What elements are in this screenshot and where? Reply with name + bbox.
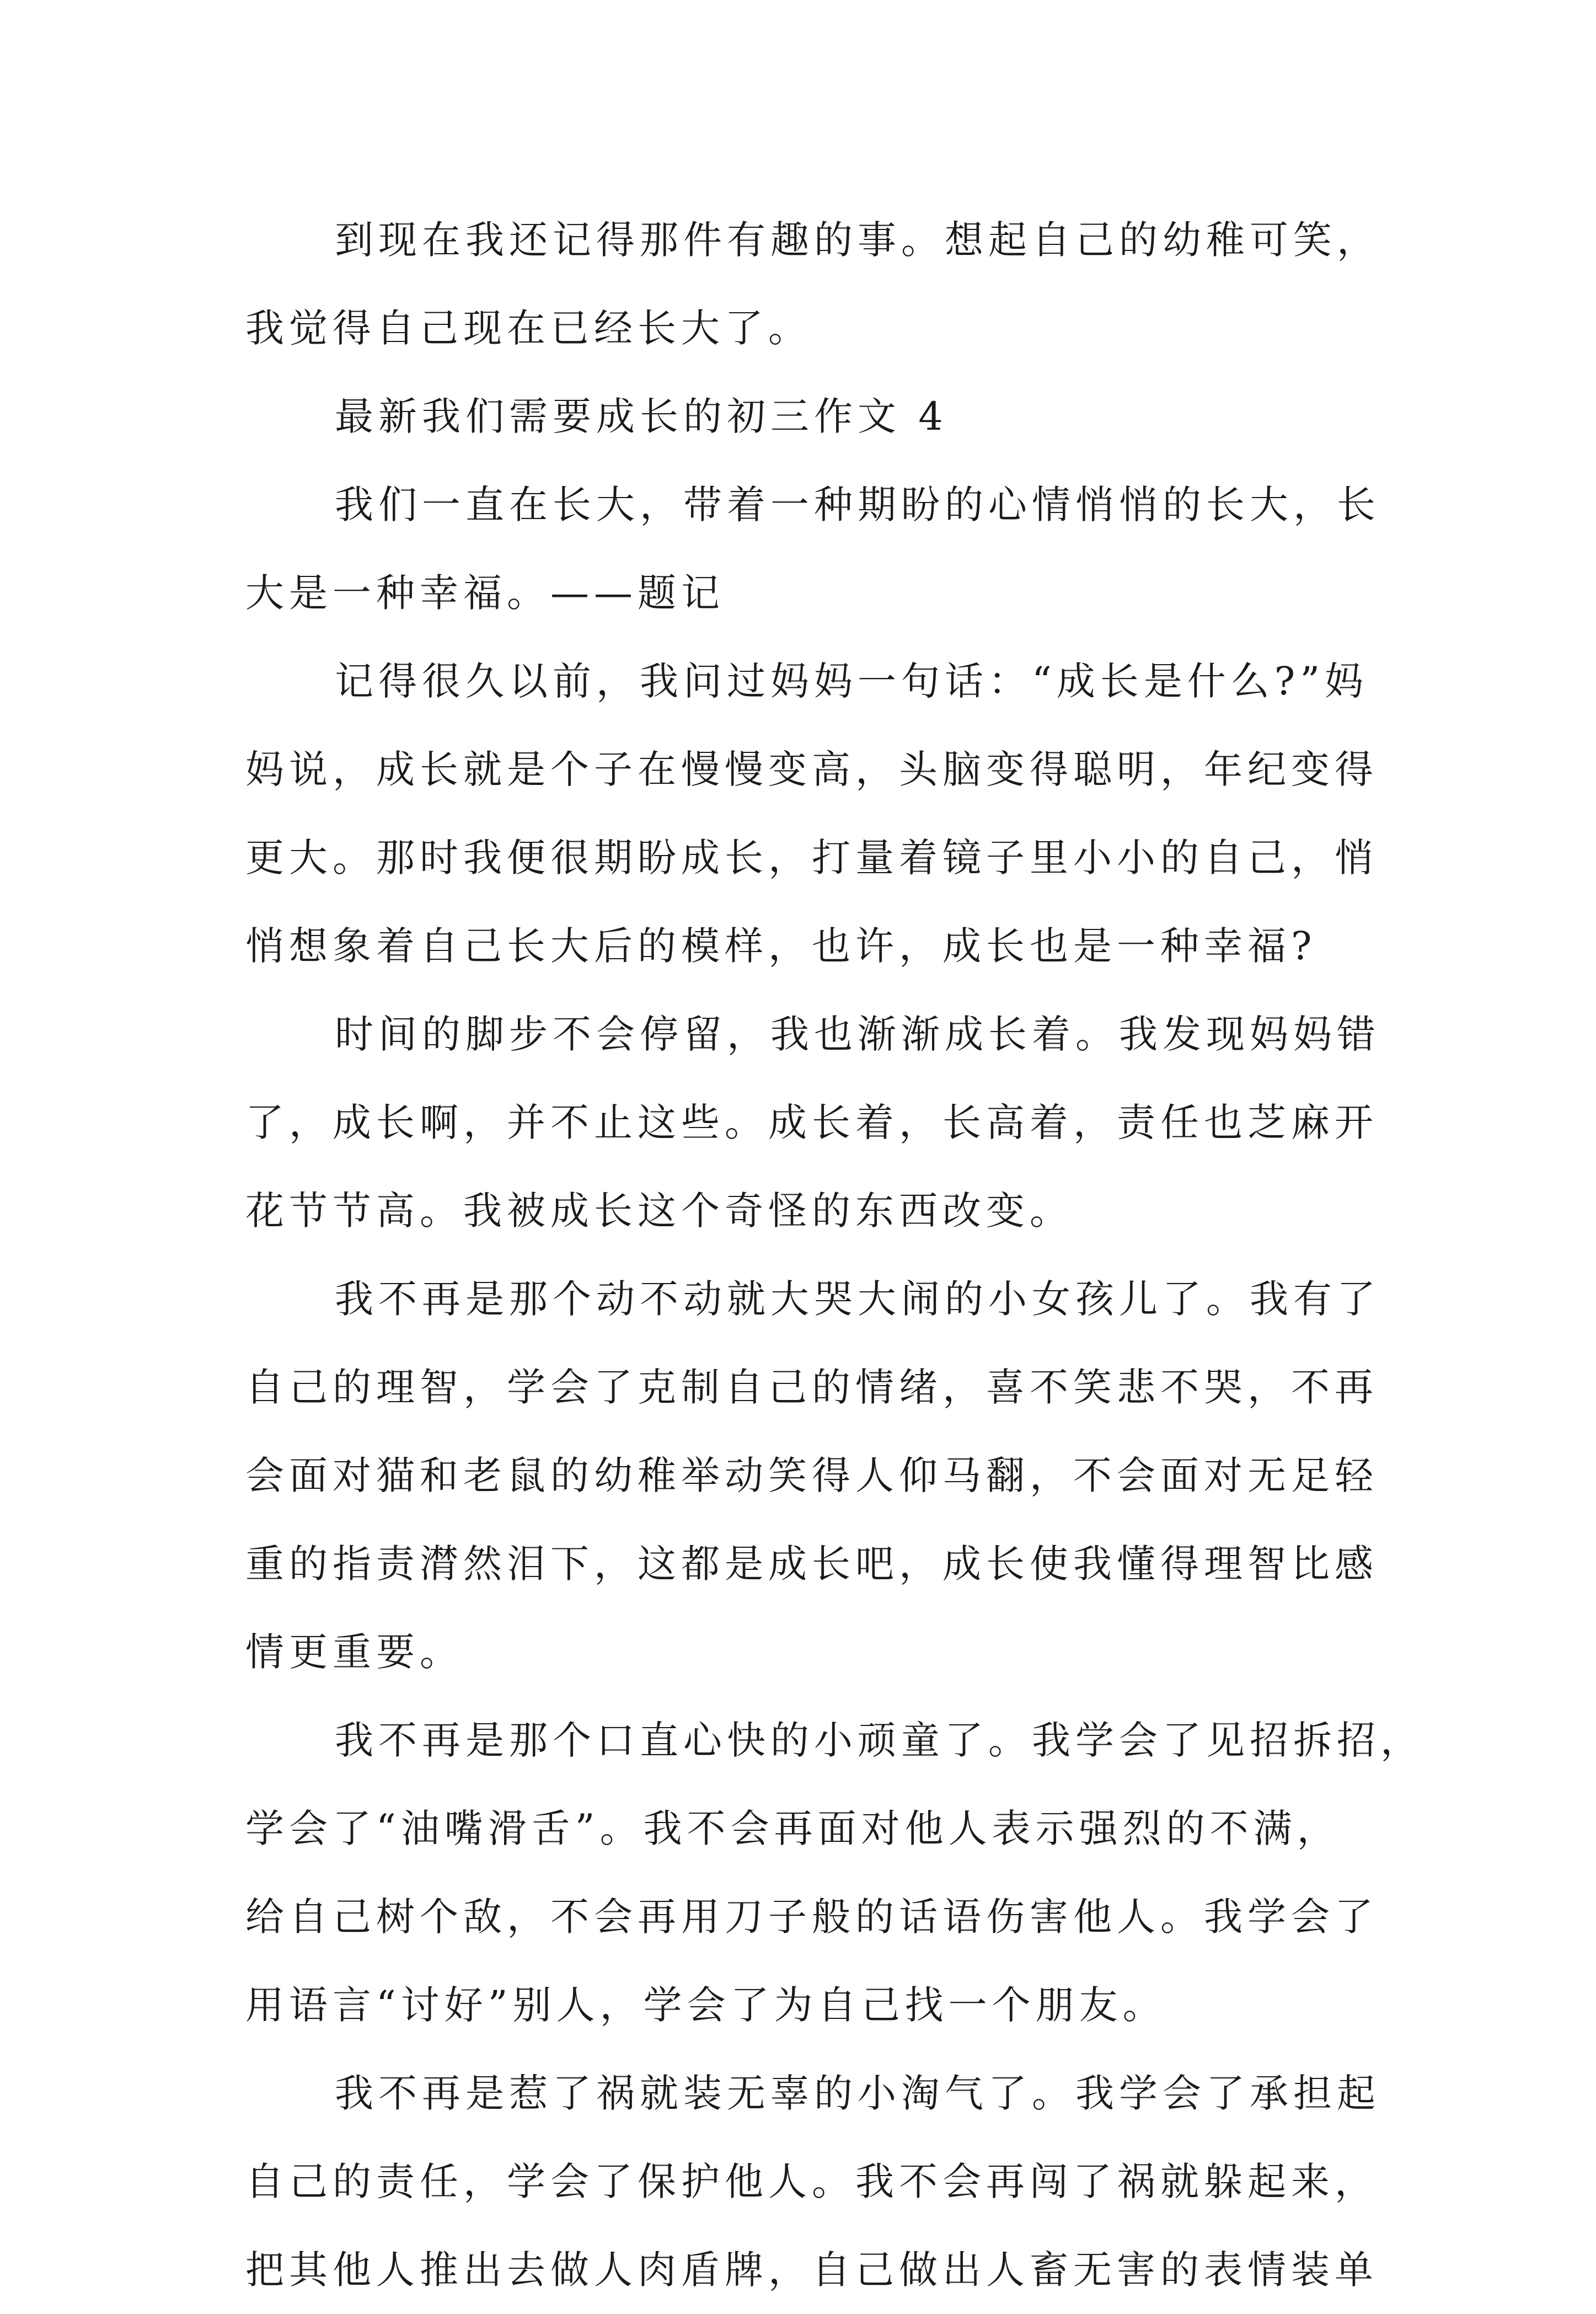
paragraph-epigraph bbox=[245, 461, 1380, 637]
text-line: 把其他人推出去做人肉盾牌，自己做出人畜无害的表情装单 bbox=[245, 2247, 1378, 2292]
text-line: 更大。那时我便很期盼成长，打量着镜子里小小的自己，悄 bbox=[245, 835, 1378, 880]
text-line: 我觉得自己现在已经长大了。 bbox=[245, 306, 812, 351]
paragraph-7 bbox=[245, 1696, 1424, 2049]
text-line: 自己的责任，学会了保护他人。我不会再闯了祸就躲起来， bbox=[245, 2159, 1378, 2204]
text-line: 用语言“讨好”别人，学会了为自己找一个朋友。 bbox=[245, 1982, 1166, 2028]
document-body bbox=[245, 196, 1424, 2314]
text-line: 悄想象着自己长大后的模样，也许，成长也是一种幸福? bbox=[245, 923, 1317, 969]
paragraph-6 bbox=[245, 1255, 1380, 1696]
text-line: 妈说，成长就是个子在慢慢变高，头脑变得聪明，年纪变得 bbox=[245, 747, 1378, 792]
text-line: 我不再是那个口直心快的小顽童了。我学会了见招拆招， bbox=[335, 1718, 1424, 1763]
text-line: 了，成长啊，并不止这些。成长着，长高着，责任也芝麻开 bbox=[245, 1100, 1378, 1145]
text-line: 我不再是那个动不动就大哭大闹的小女孩儿了。我有了 bbox=[335, 1276, 1380, 1322]
paragraph-1 bbox=[245, 196, 1380, 372]
paragraph-4 bbox=[245, 637, 1378, 990]
paragraph-8 bbox=[245, 2049, 1380, 2314]
text-line: 学会了“油嘴滑舌”。我不会再面对他人表示强烈的不满， bbox=[245, 1806, 1341, 1851]
text-line: 重的指责潸然泪下，这都是成长吧，成长使我懂得理智比感 bbox=[245, 1541, 1378, 1586]
text-line: 最新我们需要成长的初三作文 4 bbox=[335, 394, 948, 439]
text-line: 自己的理智，学会了克制自己的情绪，喜不笑悲不哭，不再 bbox=[245, 1365, 1378, 1410]
text-line: 记得很久以前，我问过妈妈一句话：“成长是什么?”妈 bbox=[335, 659, 1369, 704]
text-line: 会面对猫和老鼠的幼稚举动笑得人仰马翻，不会面对无足轻 bbox=[245, 1453, 1378, 1498]
text-line: 花节节高。我被成长这个奇怪的东西改变。 bbox=[245, 1188, 1073, 1233]
article-heading bbox=[245, 372, 1365, 461]
text-line: 时间的脚步不会停留，我也渐渐成长着。我发现妈妈错 bbox=[335, 1012, 1380, 1057]
text-line: 到现在我还记得那件有趣的事。想起自己的幼稚可笑， bbox=[335, 217, 1380, 263]
text-line: 我们一直在长大，带着一种期盼的心情悄悄的长大，长 bbox=[335, 482, 1380, 527]
text-line: 情更重要。 bbox=[245, 1629, 463, 1675]
paragraph-5 bbox=[245, 990, 1380, 1255]
text-line: 给自己树个敌，不会再用刀子般的话语伤害他人。我学会了 bbox=[245, 1894, 1378, 1939]
text-line: 大是一种幸福。——题记 bbox=[245, 570, 725, 616]
text-line: 我不再是惹了祸就装无辜的小淘气了。我学会了承担起 bbox=[335, 2071, 1380, 2116]
